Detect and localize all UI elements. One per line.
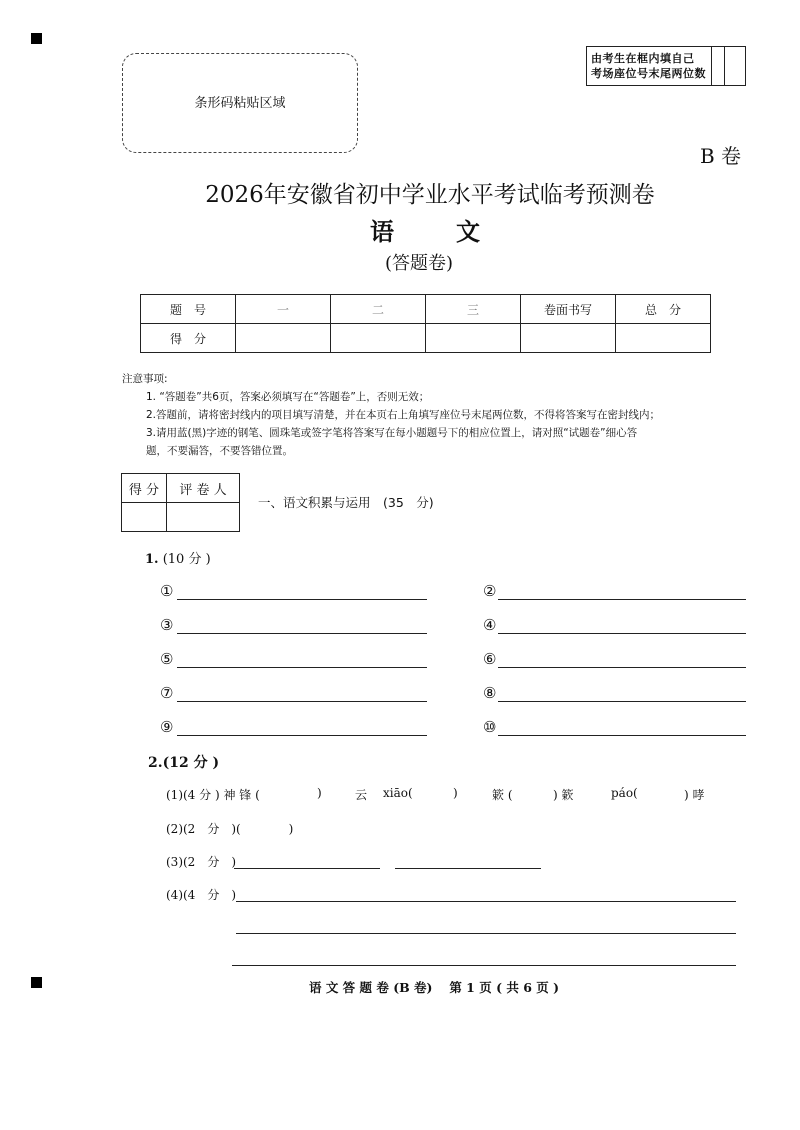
answer-line[interactable]	[177, 632, 427, 634]
sheet-type: (答题卷)	[385, 253, 454, 274]
q2-sub1-part-i: ) 哮	[684, 788, 705, 802]
answer-line[interactable]	[232, 964, 736, 966]
question-2-label: 2.(12 分 )	[148, 755, 220, 771]
seat-note-line1: 由考生在框内填自己	[591, 52, 695, 65]
q2-sub1-part-f: 簌 (	[492, 788, 513, 802]
grader-name-label: 评 卷 人	[167, 474, 240, 503]
answer-line[interactable]	[498, 632, 746, 634]
barcode-area	[122, 53, 358, 153]
q2-sub1-part-h: páo(	[611, 786, 638, 800]
answer-line[interactable]	[395, 867, 541, 869]
seat-number-note	[586, 46, 712, 86]
blank-label: ⑦	[160, 684, 174, 702]
seat-note-line2: 考场座位号末尾两位数	[591, 67, 706, 80]
q2-sub4: (4)(4 分 )	[166, 888, 236, 902]
answer-line[interactable]	[234, 867, 380, 869]
answer-line[interactable]	[177, 734, 427, 736]
blank-label: ⑤	[160, 650, 174, 668]
grader-name-cell[interactable]	[167, 503, 240, 532]
answer-line[interactable]	[498, 598, 746, 600]
header-cell-handwriting: 卷面书写	[521, 295, 616, 324]
header-cell-total: 总 分	[616, 295, 711, 324]
instructions	[122, 370, 762, 460]
score-cell[interactable]	[616, 324, 711, 353]
barcode-label: 条形码粘贴区域	[194, 96, 286, 111]
score-cell[interactable]	[521, 324, 616, 353]
q2-sub1-part-a: (1)(4 分 ) 神 锋 (	[166, 788, 260, 802]
registration-mark-top	[31, 33, 42, 44]
header-cell-3: 三	[426, 295, 521, 324]
seat-digit-box-1[interactable]	[710, 46, 725, 86]
grader-score-cell[interactable]	[122, 503, 167, 532]
answer-line[interactable]	[177, 598, 427, 600]
score-table-header-row	[141, 295, 711, 324]
blank-label: ⑨	[160, 718, 174, 736]
instruction-item-2: 2.答题前，请将密封线内的项目填写清楚，并在本页右上角填写座位号末尾两位数，不得将答案写在密封线内；	[146, 409, 661, 421]
blank-label: ⑩	[483, 718, 497, 736]
instruction-item-3: 3.请用蓝(黑)字迹的钢笔、圆珠笔或签字笔将答案写在每小题题号下的相应位置上，请对照“试题卷”细心答	[146, 427, 638, 439]
instruction-item-3-cont: 题，不要漏答，不要答错位置。	[146, 445, 293, 457]
score-cell[interactable]	[236, 324, 331, 353]
header-cell-label: 题 号	[141, 295, 236, 324]
answer-line[interactable]	[236, 932, 736, 934]
blank-label: ④	[483, 616, 497, 634]
subject-char-2: 文	[456, 217, 480, 246]
score-cell[interactable]	[331, 324, 426, 353]
header-cell-2: 二	[331, 295, 426, 324]
answer-line[interactable]	[177, 666, 427, 668]
blank-label: ⑧	[483, 684, 497, 702]
answer-line[interactable]	[498, 666, 746, 668]
grader-score-label: 得 分	[122, 474, 167, 503]
blank-label: ②	[483, 582, 497, 600]
grader-box	[121, 473, 240, 532]
answer-line[interactable]	[498, 734, 746, 736]
answer-line[interactable]	[498, 700, 746, 702]
q2-sub1-part-g: ) 簌	[553, 788, 574, 802]
score-cell[interactable]	[426, 324, 521, 353]
question-1-points: (10 分 )	[162, 552, 211, 567]
seat-digit-box-2[interactable]	[725, 46, 746, 86]
paper-version: B 卷	[700, 144, 742, 168]
exam-title: 2026年安徽省初中学业水平考试临考预测卷	[205, 182, 655, 208]
question-1-header	[145, 548, 211, 567]
page-footer: 语 文 答 题 卷 (B 卷) 第 1 页 ( 共 6 页 )	[308, 980, 560, 995]
answer-line[interactable]	[236, 900, 736, 902]
score-table-score-row	[141, 324, 711, 353]
blank-label: ①	[160, 582, 174, 600]
score-row-label: 得 分	[141, 324, 236, 353]
score-table	[140, 294, 711, 353]
q2-sub1-part-c: 云	[355, 788, 368, 802]
q2-sub3: (3)(2 分 )	[166, 855, 236, 869]
blank-label: ⑥	[483, 650, 497, 668]
question-1-label: 1.	[145, 552, 159, 567]
instructions-heading: 注意事项:	[122, 373, 168, 385]
header-cell-1: 一	[236, 295, 331, 324]
instruction-item-1: 1. “答题卷”共6页，答案必须填写在“答题卷”上，否则无效；	[146, 391, 430, 403]
q2-sub1-part-d: xiāo(	[383, 786, 413, 800]
answer-line[interactable]	[177, 700, 427, 702]
blank-label: ③	[160, 616, 174, 634]
q2-sub1-part-b: )	[317, 786, 322, 800]
q2-sub2: (2)(2 分 )( )	[166, 822, 294, 836]
q2-sub1-part-e: )	[453, 786, 458, 800]
subject-char-1: 语	[370, 217, 394, 246]
section-1-title: 一、语文积累与运用 (35 分)	[258, 495, 434, 510]
